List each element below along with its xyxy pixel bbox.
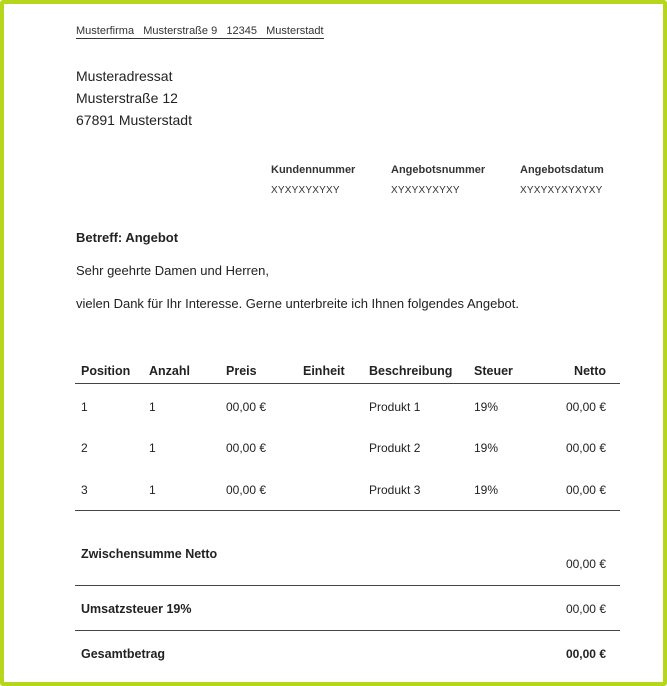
recipient-name: Musteradressat — [76, 68, 173, 84]
col-header-anzahl: Anzahl — [149, 364, 190, 378]
cell-anzahl: 1 — [149, 441, 156, 455]
recipient-city: 67891 Musterstadt — [76, 112, 192, 128]
col-header-netto: Netto — [574, 364, 606, 378]
cell-position: 1 — [81, 400, 88, 414]
cell-beschreibung: Produkt 3 — [369, 483, 421, 497]
cell-position: 3 — [81, 483, 88, 497]
col-header-beschreibung: Beschreibung — [369, 364, 453, 378]
intro-text: vielen Dank für Ihr Interesse. Gerne unterbreite ich Ihnen folgendes Angebot. — [76, 296, 519, 311]
cell-steuer: 19% — [474, 483, 499, 497]
tax-value: 00,00 € — [565, 602, 606, 616]
col-header-einheit: Einheit — [303, 364, 345, 378]
offer-number-label: Angebotsnummer — [391, 164, 486, 176]
cell-steuer: 19% — [474, 400, 499, 414]
cell-position: 2 — [81, 441, 88, 455]
cell-preis: 00,00 € — [226, 400, 267, 414]
subtotal-value: 00,00 € — [565, 557, 606, 571]
cell-netto: 00,00 € — [565, 400, 606, 414]
customer-number-value: XYXYXYXYXY — [271, 185, 340, 196]
cell-beschreibung: Produkt 1 — [369, 400, 421, 414]
table-bottom-rule — [75, 510, 620, 511]
subject-line: Betreff: Angebot — [76, 230, 179, 245]
tax-rule — [75, 630, 620, 631]
cell-preis: 00,00 € — [226, 483, 267, 497]
customer-number-label: Kundennummer — [271, 164, 356, 176]
subtotal-label: Zwischensumme Netto — [81, 547, 218, 561]
recipient-street: Musterstraße 12 — [76, 90, 178, 106]
cell-steuer: 19% — [474, 441, 499, 455]
offer-date-label: Angebotsdatum — [520, 164, 604, 176]
col-header-steuer: Steuer — [474, 364, 513, 378]
salutation: Sehr geehrte Damen und Herren, — [76, 263, 269, 278]
offer-date-value: XYXYXYXYXYXY — [520, 185, 603, 196]
cell-anzahl: 1 — [149, 483, 156, 497]
sender-line: Musterfirma Musterstraße 9 12345 Musterstadt — [76, 25, 324, 37]
cell-beschreibung: Produkt 2 — [369, 441, 421, 455]
subtotal-rule — [75, 585, 620, 586]
col-header-preis: Preis — [226, 364, 257, 378]
total-value: 00,00 € — [565, 647, 606, 661]
table-header-rule — [75, 383, 620, 384]
offer-number-value: XYXYXYXYXY — [391, 185, 460, 196]
cell-netto: 00,00 € — [565, 483, 606, 497]
cell-anzahl: 1 — [149, 400, 156, 414]
cell-netto: 00,00 € — [565, 441, 606, 455]
cell-preis: 00,00 € — [226, 441, 267, 455]
col-header-position: Position — [81, 364, 131, 378]
tax-label: Umsatzsteuer 19% — [81, 602, 192, 616]
total-label: Gesamtbetrag — [81, 647, 166, 661]
